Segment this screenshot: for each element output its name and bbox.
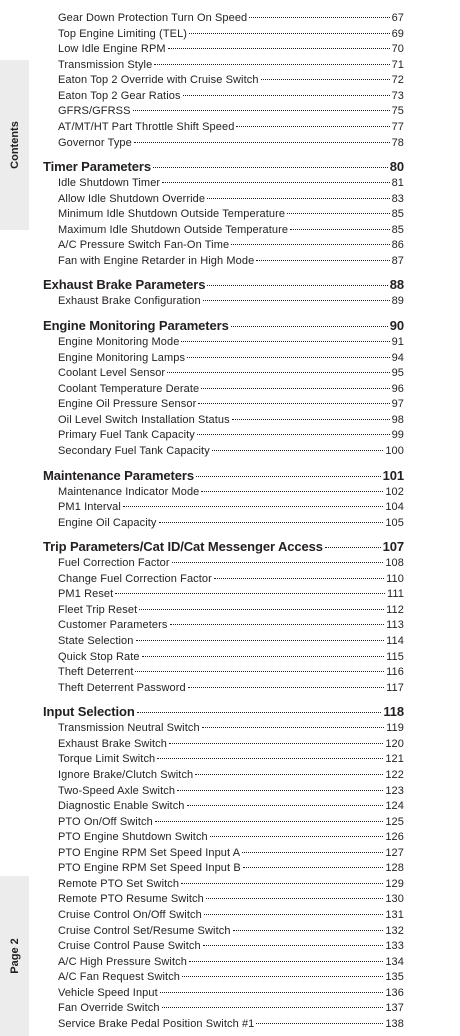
toc-entry[interactable] [43,892,404,908]
dot-leader [172,562,384,563]
toc-entry[interactable] [43,120,404,136]
toc-entry[interactable] [43,136,404,152]
toc-entry[interactable] [43,799,404,815]
page-number: 107 [382,539,404,555]
toc-entry[interactable] [43,665,404,681]
dot-leader [123,506,383,507]
toc-entry[interactable] [43,27,404,43]
page-number: 95 [391,367,404,380]
page-number: 89 [391,295,404,308]
toc-entry[interactable] [43,238,404,254]
page-number: 101 [382,467,404,483]
dot-leader [168,48,390,49]
entry-title: Cruise Control Set/Resume Switch [58,924,231,937]
toc-entry[interactable] [43,815,404,831]
dot-leader [160,992,384,993]
dot-leader [135,671,384,672]
dot-leader [181,883,383,884]
page-number: 97 [391,398,404,411]
dot-leader [261,79,390,80]
page-number: 94 [391,351,404,364]
page-number: 98 [391,413,404,426]
section-title: Timer Parameters [43,159,152,175]
dot-leader [187,805,384,806]
page-number: 123 [385,784,404,797]
page-number: 91 [391,336,404,348]
dot-leader [159,522,384,523]
entry-title: Remote PTO Set Switch [58,877,180,890]
entry-title: Exhaust Brake Switch [58,737,167,750]
entry-title: PM1 Interval [58,501,121,514]
page-number: 105 [385,516,404,529]
entry-title: Engine Monitoring Lamps [58,351,186,364]
page-number: 71 [391,58,404,71]
page-number: 120 [385,737,404,750]
contents-side-tab[interactable] [0,60,29,230]
toc-entry[interactable] [43,294,404,310]
entry-title: Customer Parameters [58,619,168,632]
entry-title: AT/MT/HT Part Throttle Shift Speed [58,120,235,133]
page-number: 122 [385,768,404,781]
page-tab-label: Page 2 [8,938,21,974]
dot-leader [212,450,384,451]
entry-title: Minimum Idle Shutdown Outside Temperature [58,208,286,221]
toc-entry[interactable] [43,986,404,1002]
toc-entry[interactable] [43,11,404,27]
page-number: 133 [385,940,404,953]
entry-title: Diagnostic Enable Switch [58,800,185,813]
dot-leader [243,867,384,868]
toc-entry[interactable] [43,587,404,603]
page-number: 88 [389,277,404,293]
toc-entry[interactable] [43,877,404,893]
dot-leader [290,229,389,230]
entry-title: GFRS/GFRSS [58,105,131,118]
page-number: 104 [385,501,404,514]
dot-leader [206,898,383,899]
dot-leader [203,300,390,301]
section-title: Input Selection [43,704,135,720]
section-title: Engine Monitoring Parameters [43,318,229,333]
toc-entry[interactable] [43,500,404,516]
dot-leader [207,198,389,199]
entry-title: Coolant Temperature Derate [58,382,200,395]
dot-leader [214,578,384,579]
toc-entry[interactable] [43,939,404,955]
entry-title: Idle Shutdown Timer [58,177,161,190]
entry-title: Torque Limit Switch [58,753,156,766]
toc-entry[interactable] [43,618,404,634]
toc-entry[interactable] [43,366,404,382]
page-number: 132 [385,924,404,937]
page-number: 78 [391,136,404,149]
page-number: 83 [391,192,404,205]
toc-section-heading[interactable] [43,275,404,294]
entry-title: Theft Deterrent Password [58,681,186,694]
dot-leader [203,945,384,946]
entry-title: Two-Speed Axle Switch [58,784,176,797]
toc-entry[interactable] [43,223,404,239]
page-number: 137 [385,1002,404,1015]
entry-title: Fuel Correction Factor [58,557,170,570]
toc-entry[interactable] [43,861,404,877]
entry-title: Maintenance Indicator Mode [58,485,200,498]
page-number: 90 [389,318,404,333]
toc-entry[interactable] [43,397,404,413]
entry-title: Coolant Level Sensor [58,367,166,380]
dot-leader [189,961,383,962]
dot-leader [170,624,385,625]
section-title: Trip Parameters/Cat ID/Cat Messenger Access [43,539,323,555]
toc-entry[interactable] [43,721,404,737]
toc-entry[interactable] [43,830,404,846]
dot-leader [182,976,383,977]
toc-entry[interactable] [43,970,404,986]
dot-leader [115,593,385,594]
entry-title: Top Engine Limiting (TEL) [58,27,188,40]
dot-leader [167,372,389,373]
dot-leader [210,836,384,837]
section-title: Exhaust Brake Parameters [43,277,206,293]
dot-leader [232,419,390,420]
toc-entry[interactable] [43,955,404,971]
page-number: 85 [391,208,404,221]
toc-entry[interactable] [43,207,404,223]
toc-section-heading[interactable] [43,466,404,485]
toc-entry[interactable] [43,737,404,753]
dot-leader [231,244,389,245]
toc-entry[interactable] [43,752,404,768]
dot-leader [169,743,383,744]
entry-title: Vehicle Speed Input [58,986,158,999]
entry-title: Cruise Control On/Off Switch [58,909,202,921]
entry-title: Cruise Control Pause Switch [58,940,201,953]
page-number: 136 [385,986,404,999]
dot-leader [157,758,383,759]
dot-leader [202,727,384,728]
page-number: 126 [385,831,404,844]
page-number: 131 [385,909,404,921]
entry-title: Engine Monitoring Mode [58,336,180,348]
toc-entry[interactable] [43,1001,404,1017]
dot-leader [256,260,389,261]
toc-entry[interactable] [43,603,404,619]
dot-leader [256,1023,383,1024]
entry-title: PTO Engine RPM Set Speed Input A [58,846,241,859]
toc-entry[interactable] [43,556,404,572]
entry-title: Governor Type [58,136,132,149]
dot-leader [142,656,385,657]
entry-title: Service Brake Pedal Position Switch #1 [58,1017,255,1030]
page-number: 117 [386,681,404,694]
page-number: 108 [385,557,404,570]
dot-leader [153,167,388,168]
dot-leader [154,64,389,65]
dot-leader [197,434,390,435]
dot-leader [134,142,390,143]
page-number: 138 [385,1017,404,1030]
dot-leader [181,341,389,342]
page-number: 129 [385,877,404,890]
page-number: 128 [385,862,404,875]
toc-entry[interactable] [43,485,404,501]
entry-title: State Selection [58,635,134,647]
toc-entry[interactable] [43,768,404,784]
dot-leader [201,388,389,389]
toc-entry[interactable] [43,428,404,444]
toc-entry[interactable] [43,176,404,192]
toc-entry[interactable] [43,634,404,650]
page-number: 72 [391,74,404,87]
entry-title: Transmission Neutral Switch [58,722,200,735]
toc-section-heading[interactable] [43,702,404,721]
toc-entry[interactable] [43,444,404,460]
page-number: 116 [386,666,404,679]
toc-entry[interactable] [43,382,404,398]
dot-leader [242,852,383,853]
dot-leader [325,547,381,548]
page-number: 115 [386,650,404,663]
page-number: 118 [383,704,404,720]
page-number: 87 [391,254,404,267]
entry-title: Quick Stop Rate [58,650,140,663]
toc-entry[interactable] [43,104,404,120]
page-number: 119 [386,722,404,735]
dot-leader [198,403,389,404]
dot-leader [183,95,390,96]
dot-leader [139,609,384,610]
page-number: 134 [385,955,404,968]
dot-leader [189,33,390,34]
entry-title: Exhaust Brake Configuration [58,295,201,308]
dot-leader [287,213,390,214]
page-number: 75 [391,105,404,118]
toc-entry[interactable] [43,413,404,429]
entry-title: Engine Oil Capacity [58,516,157,529]
entry-title: Secondary Fuel Tank Capacity [58,444,210,457]
toc-entry[interactable] [43,650,404,666]
page-number: 69 [391,27,404,40]
dot-leader [133,110,390,111]
toc-entry[interactable] [43,908,404,924]
toc-entry[interactable] [43,784,404,800]
dot-leader [201,491,383,492]
entry-title: PTO Engine RPM Set Speed Input B [58,862,241,875]
entry-title: PTO On/Off Switch [58,815,153,828]
page-number: 80 [389,159,404,175]
toc-section-heading[interactable] [43,537,404,556]
contents-tab-label: Contents [8,121,21,169]
entry-title: Fan Override Switch [58,1002,160,1015]
dot-leader [236,126,389,127]
page-side-tab [0,876,29,1036]
toc-entry[interactable] [43,572,404,588]
dot-leader [155,821,384,822]
toc-entry[interactable] [43,846,404,862]
dot-leader [177,790,383,791]
page-number: 113 [386,619,404,632]
dot-leader [136,640,385,641]
entry-title: Oil Level Switch Installation Status [58,413,230,426]
toc-entry[interactable] [43,254,404,270]
page-number: 127 [385,846,404,859]
page-number: 114 [386,635,404,647]
page-number: 99 [391,429,404,442]
dot-leader [195,774,383,775]
toc-section-heading[interactable] [43,316,404,335]
page-number: 73 [391,89,404,102]
toc-entry[interactable] [43,335,404,351]
dot-leader [137,712,382,713]
entry-title: Allow Idle Shutdown Override [58,192,206,205]
page-number: 110 [386,572,404,585]
entry-title: Ignore Brake/Clutch Switch [58,768,194,781]
toc-entry[interactable] [43,924,404,940]
entry-title: Primary Fuel Tank Capacity [58,429,195,442]
entry-title: Low Idle Engine RPM [58,43,166,56]
section-title: Maintenance Parameters [43,467,194,483]
entry-title: Gear Down Protection Turn On Speed [58,12,248,24]
page-number: 96 [391,382,404,395]
table-of-contents [43,11,404,1033]
page-number: 124 [385,800,404,813]
entry-title: Fleet Trip Reset [58,603,138,616]
toc-entry[interactable] [43,42,404,58]
page-number: 67 [391,12,404,24]
page-number: 112 [386,603,404,616]
toc-entry[interactable] [43,516,404,532]
entry-title: PTO Engine Shutdown Switch [58,831,208,844]
page-number: 85 [391,223,404,236]
toc-section-heading[interactable] [43,157,404,176]
toc-entry[interactable] [43,73,404,89]
toc-entry[interactable] [43,89,404,105]
entry-title: Theft Deterrent [58,666,134,679]
toc-entry[interactable] [43,351,404,367]
dot-leader [188,687,384,688]
page-number: 130 [385,893,404,906]
dot-leader [162,182,389,183]
page-number: 70 [391,43,404,56]
page-number: 121 [385,753,404,766]
entry-title: Remote PTO Resume Switch [58,893,204,906]
page-number: 77 [391,120,404,133]
dot-leader [162,1007,384,1008]
dot-leader [204,914,384,915]
toc-entry[interactable] [43,1017,404,1033]
page-number: 86 [391,239,404,252]
page-number: 102 [385,485,404,498]
toc-entry[interactable] [43,58,404,74]
entry-title: Transmission Style [58,58,153,71]
dot-leader [249,17,389,18]
entry-title: A/C Pressure Switch Fan-On Time [58,239,230,252]
dot-leader [187,357,390,358]
entry-title: Eaton Top 2 Override with Cruise Switch [58,74,259,87]
entry-title: Eaton Top 2 Gear Ratios [58,89,181,102]
entry-title: Engine Oil Pressure Sensor [58,398,197,411]
page-number: 81 [391,177,404,190]
dot-leader [233,930,384,931]
dot-leader [207,285,387,286]
entry-title: A/C High Pressure Switch [58,955,187,968]
entry-title: Fan with Engine Retarder in High Mode [58,254,255,267]
entry-title: PM1 Reset [58,588,114,601]
entry-title: A/C Fan Request Switch [58,971,181,984]
entry-title: Maximum Idle Shutdown Outside Temperature [58,223,289,236]
page-number: 100 [385,444,404,457]
dot-leader [196,476,381,477]
dot-leader [231,326,388,327]
toc-entry[interactable] [43,192,404,208]
page-number: 125 [385,815,404,828]
page-number: 135 [385,971,404,984]
toc-entry[interactable] [43,681,404,697]
page-number: 111 [386,588,404,601]
entry-title: Change Fuel Correction Factor [58,572,212,585]
